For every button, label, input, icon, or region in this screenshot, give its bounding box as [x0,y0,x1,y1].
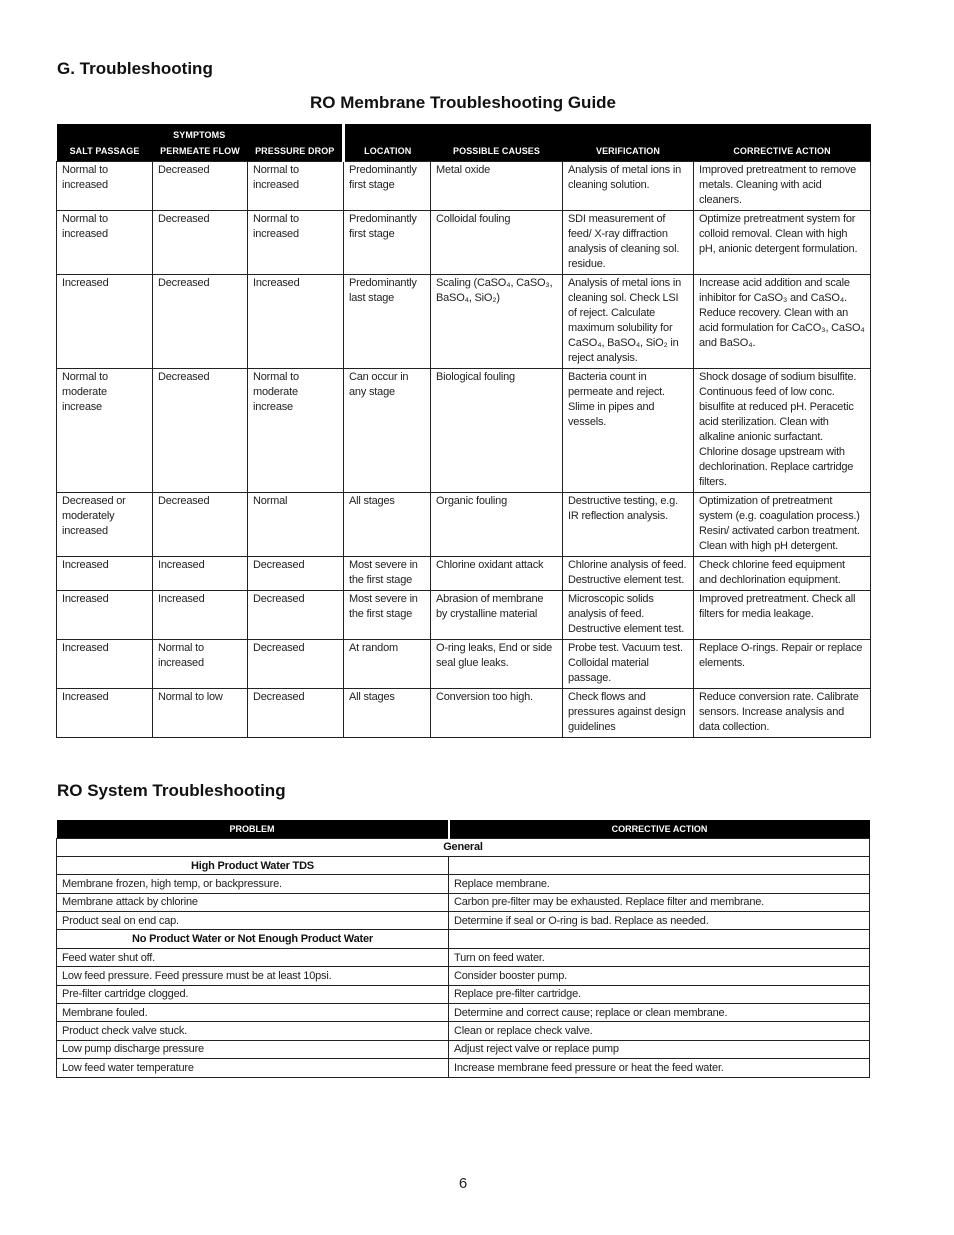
table-row [57,967,870,985]
group-heading: No Product Water or Not Enough Product Water [57,930,449,948]
corrective-action-cell: Consider booster pump. [449,967,870,985]
table-cell: Normal to increased [248,161,344,210]
table-cell: Most severe in the first stage [344,590,431,639]
table-row [57,985,870,1003]
table-cell: Increased [57,688,153,737]
corrective-action-cell: Carbon pre-filter may be exhausted. Replace filter and membrane. [449,893,870,911]
table-row [57,210,871,274]
table-row [57,492,871,556]
table-cell: Decreased [153,210,248,274]
membrane-guide-title: RO Membrane Troubleshooting Guide [309,93,617,112]
general-row [57,838,870,856]
problem-cell: Membrane fouled. [57,1004,449,1022]
table-row [57,1040,870,1058]
table-cell: Colloidal fouling [431,210,563,274]
table-cell: Scaling (CaSO₄, CaSO₃, BaSO₄, SiO₂) [431,274,563,368]
problem-cell: Low feed water temperature [57,1059,449,1077]
symptoms-group-header: SYMPTOMS [57,124,344,142]
group-heading: High Product Water TDS [57,856,449,874]
system-guide-title: RO System Troubleshooting [57,781,286,800]
problem-cell: Membrane attack by chlorine [57,893,449,911]
general-label: General [57,838,870,856]
problem-cell: Low pump discharge pressure [57,1040,449,1058]
column-header-problem: PROBLEM [57,820,449,838]
table-cell: At random [344,639,431,688]
table-row [57,368,871,492]
corrective-action-cell: Determine and correct cause; replace or clean membrane. [449,1004,870,1022]
empty-cell [449,930,870,948]
table-row [57,948,870,966]
table-cell: Decreased [153,161,248,210]
table-cell: Improved pretreatment to remove metals. Cleaning with acid cleaners. [694,161,871,210]
table-cell: Predominantly first stage [344,161,431,210]
column-header-corrective-action: CORRECTIVE ACTION [449,820,870,838]
table-cell: Improved pretreatment. Check all filters for media leakage. [694,590,871,639]
table-cell: Optimization of pretreatment system (e.g. coagulation process.) Resin/ activated carbon treatment. Clean with high pH detergent. [694,492,871,556]
column-header: PERMEATE FLOW [153,142,248,161]
table-cell: Normal to moderate increase [57,368,153,492]
table-cell: Decreased [248,639,344,688]
table-row [57,639,871,688]
table-cell: Biological fouling [431,368,563,492]
table-cell: Decreased or moderately increased [57,492,153,556]
table-row [57,1022,870,1040]
table-cell: Increased [153,556,248,590]
table-cell: Bacteria count in permeate and reject. Slime in pipes and vessels. [563,368,694,492]
table-cell: Check chlorine feed equipment and dechlorination equipment. [694,556,871,590]
problem-cell: Feed water shut off. [57,948,449,966]
system-table-body [57,856,870,1077]
table-cell: Decreased [153,368,248,492]
table-cell: All stages [344,492,431,556]
table-cell: Organic fouling [431,492,563,556]
table-cell: Can occur in any stage [344,368,431,492]
table-cell: Increased [57,274,153,368]
table-cell: Analysis of metal ions in cleaning solution. [563,161,694,210]
column-header: POSSIBLE CAUSES [431,142,563,161]
problem-cell: Low feed pressure. Feed pressure must be at least 10psi. [57,967,449,985]
table-cell: Optimize pretreatment system for colloid removal. Clean with high pH, anionic detergent formulation. [694,210,871,274]
corrective-action-cell: Replace membrane. [449,875,870,893]
column-header: LOCATION [344,142,431,161]
problem-cell: Product seal on end cap. [57,912,449,930]
table-cell: Shock dosage of sodium bisulfite. Continuous feed of low conc. bisulfite at reduced pH. Peracetic acid sterilization. Clean with alkaline anionic surfactant. Chlorine dosage upstream with dechlorination. Replace cartridge filters. [694,368,871,492]
column-header: VERIFICATION [563,142,694,161]
table-cell: Normal to increased [153,639,248,688]
table-row [57,1004,870,1022]
section-title: G. Troubleshooting [57,59,213,78]
table-row [57,893,870,911]
problem-cell: Pre-filter cartridge clogged. [57,985,449,1003]
table-cell: All stages [344,688,431,737]
group-heading-row [57,930,870,948]
table-cell: Probe test. Vacuum test. Colloidal material passage. [563,639,694,688]
table-cell: Increased [153,590,248,639]
table-cell: Decreased [153,492,248,556]
column-header: SALT PASSAGE [57,142,153,161]
table-cell: Increased [57,590,153,639]
table-row [57,161,871,210]
empty-cell [449,856,870,874]
table-cell: Normal to increased [57,210,153,274]
table-cell: Destructive testing, e.g. IR reflection analysis. [563,492,694,556]
table-row [57,688,871,737]
table-cell: Decreased [153,274,248,368]
table-cell: Decreased [248,556,344,590]
table-cell: Chlorine oxidant attack [431,556,563,590]
table-cell: Decreased [248,688,344,737]
system-troubleshooting-table [56,820,870,1078]
table-cell: Chlorine analysis of feed. Destructive element test. [563,556,694,590]
corrective-action-cell: Adjust reject valve or replace pump [449,1040,870,1058]
membrane-table-body [57,161,871,737]
corrective-action-cell: Turn on feed water. [449,948,870,966]
table-cell: Normal to low [153,688,248,737]
table-cell: Replace O-rings. Repair or replace elements. [694,639,871,688]
table-cell: SDI measurement of feed/ X-ray diffraction analysis of cleaning sol. residue. [563,210,694,274]
table-cell: Analysis of metal ions in cleaning sol. Check LSI of reject. Calculate maximum solubility for CaSO₄, BaSO₄, SiO₂ in reject analysis. [563,274,694,368]
table-row [57,590,871,639]
table-cell: Predominantly first stage [344,210,431,274]
problem-cell: Product check valve stuck. [57,1022,449,1040]
table-cell: Check flows and pressures against design guidelines [563,688,694,737]
table-row [57,274,871,368]
table-cell: Normal to increased [57,161,153,210]
table-cell: Microscopic solids analysis of feed. Destructive element test. [563,590,694,639]
group-heading-row [57,856,870,874]
table-cell: Decreased [248,590,344,639]
table-cell: Increased [57,556,153,590]
membrane-troubleshooting-table [56,124,871,738]
table-row [57,875,870,893]
column-header: CORRECTIVE ACTION [694,142,871,161]
corrective-action-cell: Replace pre-filter cartridge. [449,985,870,1003]
table-cell: Reduce conversion rate. Calibrate sensors. Increase analysis and data collection. [694,688,871,737]
table-cell: Normal to moderate increase [248,368,344,492]
problem-cell: Membrane frozen, high temp, or backpressure. [57,875,449,893]
table-cell: Abrasion of membrane by crystalline material [431,590,563,639]
table-row [57,1059,870,1077]
table-cell: Normal [248,492,344,556]
table-cell: Metal oxide [431,161,563,210]
table-cell: Increased [57,639,153,688]
table-row [57,912,870,930]
header-spacer [344,124,871,142]
page-number: 6 [458,1175,468,1192]
table-cell: Increase acid addition and scale inhibitor for CaSO₃ and CaSO₄. Reduce recovery. Clean with an acid formulation for CaCO₃, CaSO₄ and BaSO₄. [694,274,871,368]
table-cell: Predominantly last stage [344,274,431,368]
table-cell: Most severe in the first stage [344,556,431,590]
corrective-action-cell: Determine if seal or O-ring is bad. Replace as needed. [449,912,870,930]
table-cell: Increased [248,274,344,368]
corrective-action-cell: Increase membrane feed pressure or heat the feed water. [449,1059,870,1077]
corrective-action-cell: Clean or replace check valve. [449,1022,870,1040]
table-cell: Conversion too high. [431,688,563,737]
column-header: PRESSURE DROP [248,142,344,161]
table-row [57,556,871,590]
table-cell: Normal to increased [248,210,344,274]
table-cell: O-ring leaks, End or side seal glue leaks. [431,639,563,688]
